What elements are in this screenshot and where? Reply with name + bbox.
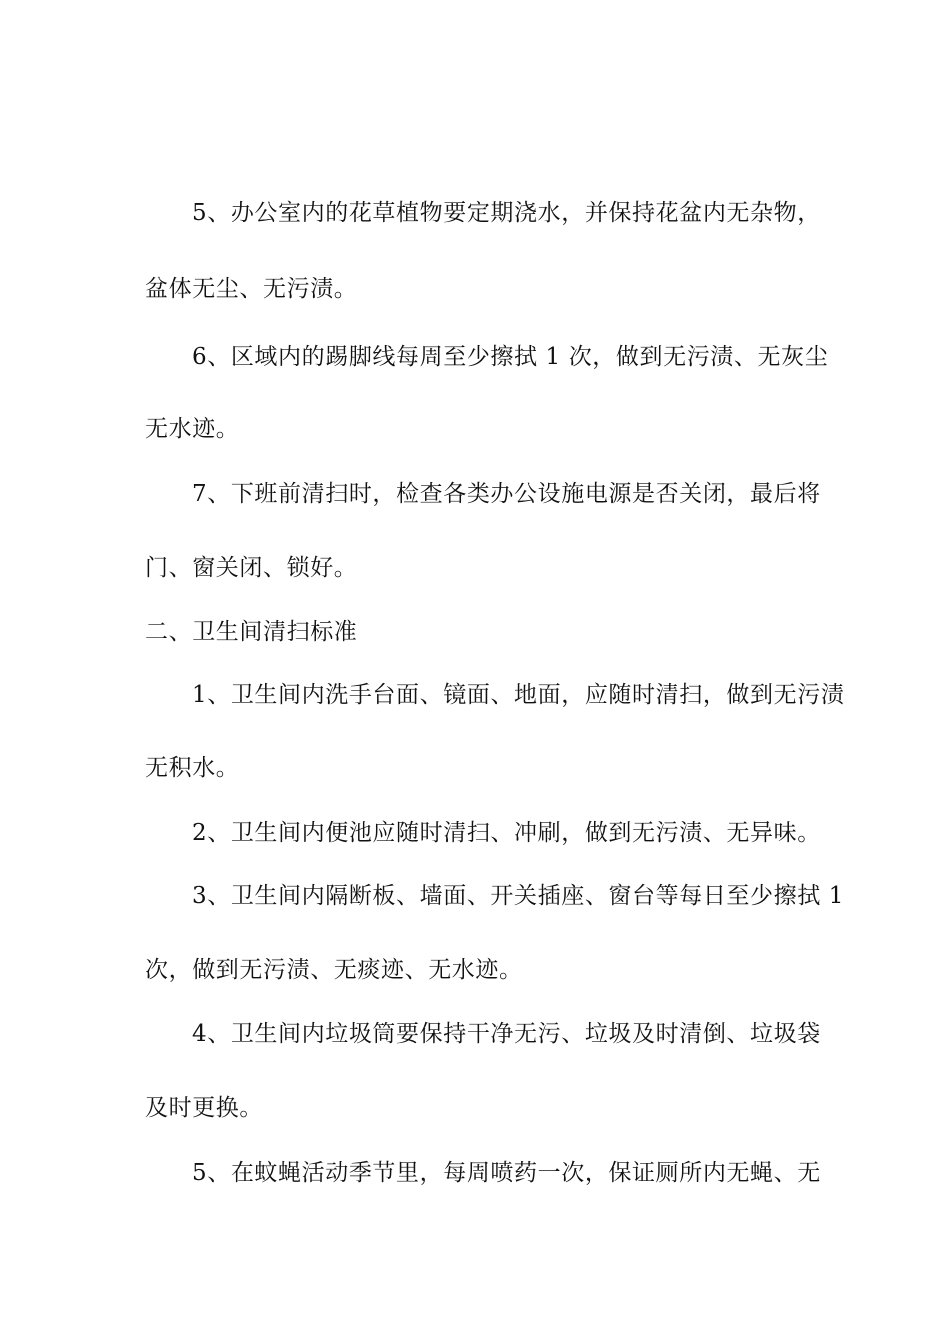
section-heading-restroom: 二、卫生间清扫标准 (145, 619, 358, 645)
paragraph-restroom-item-3-line-1: 3、卫生间内隔断板、墙面、开关插座、窗台等每日至少擦拭 1 (192, 883, 844, 909)
paragraph-office-item-5-line-2: 盆体无尘、无污渍。 (145, 276, 358, 302)
paragraph-restroom-item-1-line-1: 1、卫生间内洗手台面、镜面、地面，应随时清扫，做到无污渍 (192, 682, 845, 708)
paragraph-restroom-item-2: 2、卫生间内便池应随时清扫、冲刷，做到无污渍、无异味。 (192, 820, 821, 846)
paragraph-restroom-item-5-line-1: 5、在蚊蝇活动季节里，每周喷药一次，保证厕所内无蝇、无 (192, 1160, 821, 1186)
paragraph-office-item-6-line-1: 6、区域内的踢脚线每周至少擦拭 1 次，做到无污渍、无灰尘 (192, 344, 829, 370)
paragraph-office-item-7-line-2: 门、窗关闭、锁好。 (145, 555, 358, 581)
paragraph-office-item-5-line-1: 5、办公室内的花草植物要定期浇水，并保持花盆内无杂物， (192, 200, 821, 226)
paragraph-restroom-item-4-line-1: 4、卫生间内垃圾筒要保持干净无污、垃圾及时清倒、垃圾袋 (192, 1021, 821, 1047)
paragraph-office-item-7-line-1: 7、下班前清扫时，检查各类办公设施电源是否关闭，最后将 (192, 481, 821, 507)
paragraph-restroom-item-3-line-2: 次，做到无污渍、无痰迹、无水迹。 (145, 957, 523, 983)
paragraph-office-item-6-line-2: 无水迹。 (145, 416, 240, 442)
paragraph-restroom-item-4-line-2: 及时更换。 (145, 1095, 263, 1121)
paragraph-restroom-item-1-line-2: 无积水。 (145, 755, 240, 781)
